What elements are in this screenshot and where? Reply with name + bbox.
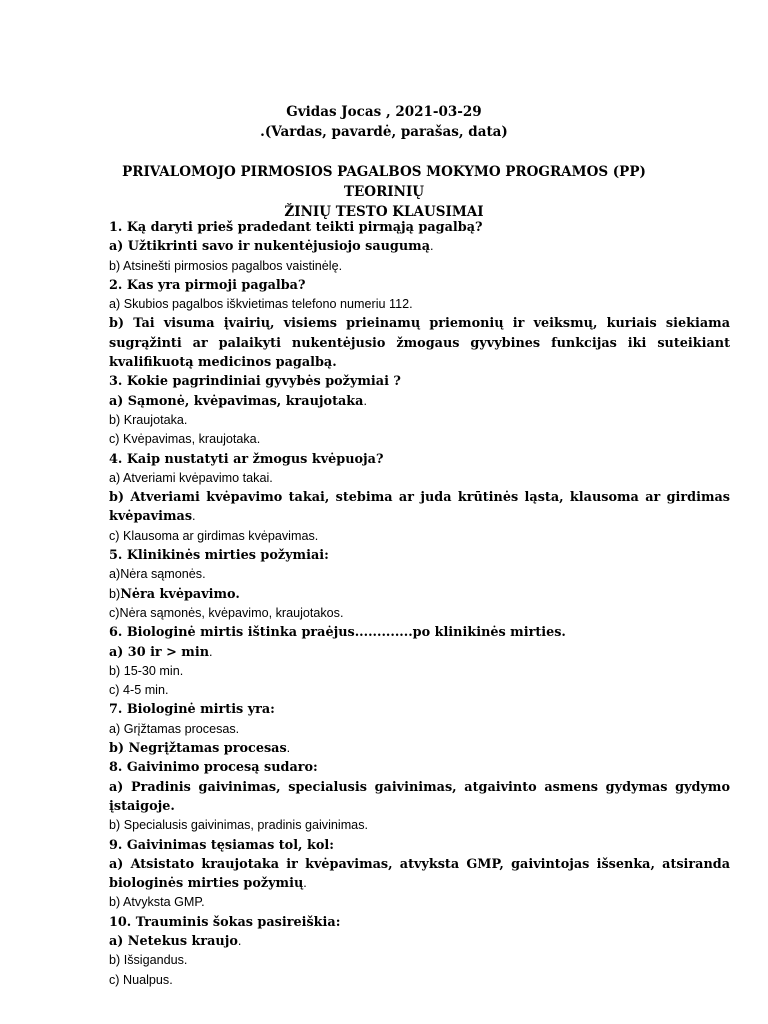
- answer-10-3: [109, 971, 730, 990]
- answer-2-2: [109, 314, 730, 372]
- correct-answer-text: a) 30 ir > min: [109, 644, 210, 660]
- answer-6-3: [109, 681, 730, 700]
- answer-text: c) Klausoma ar girdimas kvėpavimas.: [109, 528, 319, 543]
- answer-3-3: [109, 430, 730, 449]
- answer-text: a) Atveriami kvėpavimo takai.: [109, 470, 273, 485]
- question-10: 10. Trauminis šokas pasireiškia:: [109, 914, 341, 930]
- answer-4-2: [109, 488, 730, 527]
- document-title: [90, 162, 678, 222]
- answer-8-1: [109, 778, 730, 817]
- question-6: 6. Biologinė mirtis ištinka praėjus.............po klinikinės mirties.: [109, 625, 566, 641]
- correct-answer-text: b) Tai visuma įvairių, visiems prieinamų priemonių ir veiksmų, kuriais siekiama sugrąžinti ar palaikyti nukentėjusio žmogaus gyvybines funkcijas iki suteikiant kvalifikuotą medicinos pagalbą.: [109, 316, 730, 371]
- answer-10-1: [109, 932, 730, 951]
- answer-tail: .: [237, 933, 242, 948]
- answer-10-2: [109, 951, 730, 970]
- answer-2-1: [109, 295, 730, 314]
- answer-text: a) Grįžtamas procesas.: [109, 721, 240, 736]
- answer-tail: .: [192, 509, 196, 524]
- title-line-1: PRIVALOMOJO PIRMOSIOS PAGALBOS MOKYMO PROGRAMOS (PP) TEORINIŲ: [122, 164, 646, 200]
- answer-text: c) Kvėpavimas, kraujotaka.: [109, 432, 261, 447]
- answer-tail: .: [303, 876, 307, 891]
- answer-text: b) Išsigandus.: [109, 953, 188, 968]
- author-date: Gvidas Jocas , 2021-03-29: [286, 104, 482, 120]
- question-3: 3. Kokie pagrindiniai gyvybės požymiai ?: [109, 374, 401, 390]
- answer-text: b) Kraujotaka.: [109, 412, 188, 427]
- correct-answer-text: a) Užtikrinti savo ir nukentėjusiojo saugumą: [109, 239, 430, 255]
- answer-text: b) Atvyksta GMP.: [109, 895, 205, 910]
- answer-1-2: [109, 257, 730, 276]
- answer-9-1: [109, 855, 730, 894]
- answer-8-2: [109, 816, 730, 835]
- correct-answer-text: a) Pradinis gaivinimas, specialusis gaivinimas, atgaivinto asmens gydymas gydymo įstaigoje.: [109, 779, 730, 814]
- question-list: [109, 218, 730, 990]
- question-9: 9. Gaivinimas tęsiamas tol, kol:: [109, 837, 334, 853]
- answer-1-1: [109, 237, 730, 256]
- answer-text: c)Nėra sąmonės, kvėpavimo, kraujotakos.: [109, 605, 344, 620]
- answer-text: a)Nėra sąmonės.: [109, 567, 206, 582]
- question-1: 1. Ką daryti prieš pradedant teikti pirmąją pagalbą?: [109, 220, 483, 235]
- answer-5-3: [109, 604, 730, 623]
- title-line-2: ŽINIŲ TESTO KLAUSIMAI: [284, 204, 484, 220]
- answer-7-1: [109, 720, 730, 739]
- answer-6-2: [109, 662, 730, 681]
- correct-answer-text: Nėra kvėpavimo.: [120, 586, 240, 602]
- answer-text: a) Skubios pagalbos iškvietimas telefono numeriu 112.: [109, 297, 413, 312]
- correct-answer-text: a) Atsistato kraujotaka ir kvėpavimas, atvyksta GMP, gaivintojas išsenka, atsiranda biologinės mirties požymių: [109, 856, 730, 892]
- answer-5-2: [109, 585, 730, 604]
- correct-answer-text: a) Netekus kraujo: [109, 933, 238, 949]
- answer-prefix: b): [109, 586, 121, 601]
- answer-5-1: [109, 565, 730, 584]
- correct-answer-text: b) Atveriami kvėpavimo takai, stebima ar juda krūtinės ląsta, klausoma ar girdimas kvėpavimas: [109, 490, 730, 525]
- answer-text: b) Specialusis gaivinimas, pradinis gaivinimas.: [109, 818, 368, 833]
- answer-4-1: [109, 469, 730, 488]
- answer-3-2: [109, 411, 730, 430]
- answer-7-2: [109, 739, 730, 758]
- answer-3-1: [109, 392, 730, 411]
- answer-9-2: [109, 893, 730, 912]
- answer-text: b) 15-30 min.: [109, 663, 184, 678]
- signature-caption: .(Vardas, pavardė, parašas, data): [260, 124, 508, 140]
- header: [0, 102, 768, 142]
- answer-tail: .: [363, 393, 367, 408]
- answer-text: b) Atsinešti pirmosios pagalbos vaistinėlę.: [109, 258, 343, 273]
- question-5: 5. Klinikinės mirties požymiai:: [109, 548, 329, 564]
- answer-6-1: [109, 643, 730, 662]
- question-8: 8. Gaivinimo procesą sudaro:: [109, 760, 318, 776]
- question-2: 2. Kas yra pirmoji pagalba?: [109, 277, 306, 293]
- correct-answer-text: b) Negrįžtamas procesas: [109, 741, 287, 757]
- question-7: 7. Biologinė mirtis yra:: [109, 702, 275, 718]
- answer-tail: .: [286, 741, 291, 756]
- answer-tail: .: [209, 644, 213, 659]
- answer-text: c) 4-5 min.: [109, 683, 169, 698]
- answer-text: c) Nualpus.: [109, 972, 173, 987]
- answer-4-3: [109, 527, 730, 546]
- question-4: 4. Kaip nustatyti ar žmogus kvėpuoja?: [109, 451, 384, 467]
- answer-tail: .: [430, 239, 434, 254]
- correct-answer-text: a) Sąmonė, kvėpavimas, kraujotaka: [109, 393, 364, 409]
